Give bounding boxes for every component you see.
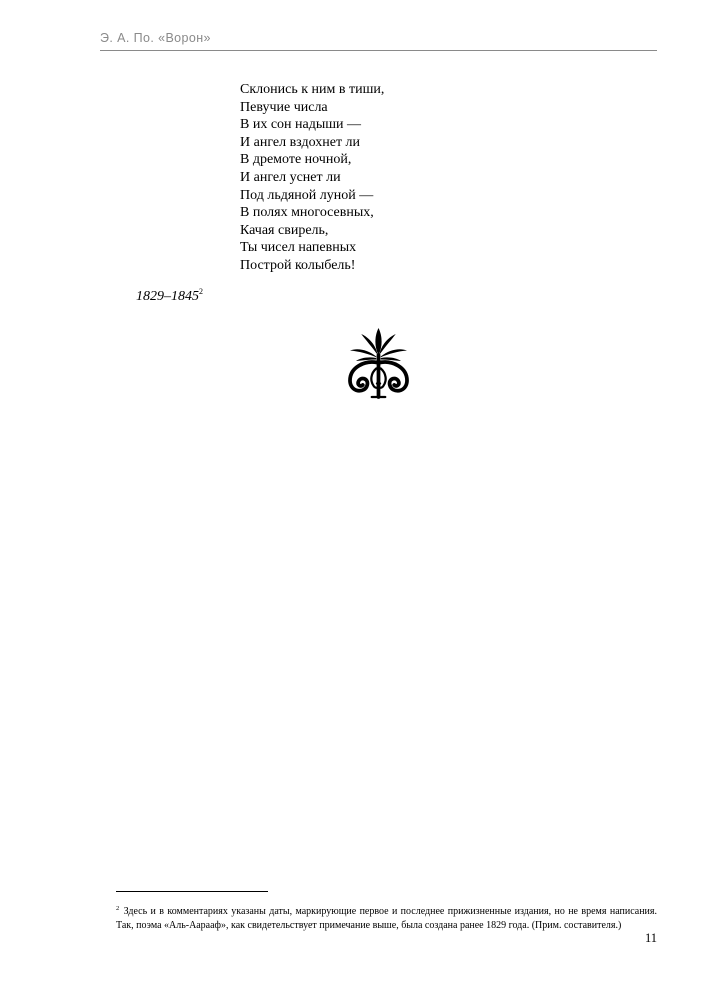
poem-stanza — [240, 81, 384, 275]
poem-line: И ангел вздохнет ли — [240, 134, 361, 150]
poem-date-text: 1829–1845 — [136, 289, 199, 304]
footnote-text: Здесь и в комментариях указаны даты, маркирующие первое и последнее прижизненные издания, но не время написания. Так, поэма «Аль-Аарааф», как свидетельствует примечание выше, была создана ранее 1829 года. (Прим. составителя.) — [116, 906, 658, 931]
header-rule — [100, 50, 657, 51]
footnote-reference[interactable]: 2 — [199, 287, 203, 296]
footnote-rule — [116, 891, 268, 892]
poem-line: Под льдяной луной — — [240, 187, 374, 203]
page-number: 11 — [644, 931, 657, 945]
running-title: Э. А. По. «Ворон» — [100, 31, 211, 45]
poem-line: Ты чисел напевных — [240, 240, 357, 256]
poem-date — [136, 289, 203, 305]
floral-vignette-icon — [341, 325, 416, 400]
poem-line: В дремоте ночной, — [240, 152, 352, 168]
poem-line: В полях многосевных, — [240, 205, 374, 221]
poem-line: Качая свирель, — [240, 222, 329, 238]
footnote — [116, 905, 657, 933]
poem-line: Склонись к ним в тиши, — [240, 82, 385, 97]
poem-line: Певучие числа — [240, 99, 328, 115]
poem-line: В их сон надыши — — [240, 117, 362, 133]
poem-line: Построй колыбель! — [240, 257, 356, 273]
footnote-marker: 2 — [116, 905, 120, 912]
poem-line: И ангел уснет ли — [240, 169, 341, 185]
